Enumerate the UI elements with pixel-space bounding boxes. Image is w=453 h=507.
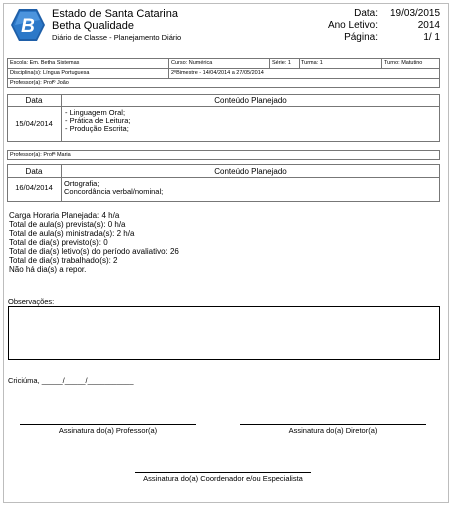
summary-line: Total de dia(s) trabalhado(s): 2	[9, 256, 118, 265]
shift-field: Turno: Matutino	[384, 60, 423, 66]
city-date-line: Criciúma, _____/_____/___________	[8, 376, 134, 385]
table2-content-line: Concordância verbal/nominal;	[64, 187, 164, 196]
observations-label: Observações:	[8, 297, 55, 306]
header-titles	[52, 8, 181, 44]
report-title: Diário de Classe - Planejamento Diário	[52, 33, 182, 42]
teacher2-block	[7, 150, 440, 160]
page-value: 1/ 1	[423, 32, 440, 43]
table1-date-header: Data	[25, 96, 43, 105]
summary-line: Carga Horaria Planejada: 4 h/a	[9, 211, 120, 220]
table1-content-line: - Produção Escrita;	[65, 124, 129, 133]
page-label: Página:	[344, 32, 378, 43]
coordinator-signature-line	[135, 472, 311, 473]
teacher2-field: Professor(a): Profª Maria	[10, 152, 71, 158]
table1-content-header: Conteúdo Planejado	[214, 96, 287, 105]
teacher-signature-label: Assinatura do(a) Professor(a)	[58, 426, 158, 435]
summary-line: Total de dia(s) letivo(s) do período avaliativo: 26	[9, 247, 179, 256]
grade-field: Série: 1	[272, 60, 291, 66]
table1-content-line: - Linguagem Oral;	[65, 108, 126, 117]
header-meta	[320, 8, 440, 44]
table2-content-header: Conteúdo Planejado	[214, 167, 287, 176]
table2-date-header: Data	[25, 167, 43, 176]
table2-row-date: 16/04/2014	[15, 183, 53, 192]
course-field: Curso: Numérica	[171, 60, 213, 66]
summary-line: Não há dia(s) a repor.	[9, 265, 87, 274]
class-field: Turma: 1	[301, 60, 323, 66]
observations-box	[8, 306, 440, 360]
year-value: 2014	[417, 20, 440, 31]
summary-line: Total de dia(s) previsto(s): 0	[9, 238, 108, 247]
svg-text:B: B	[21, 16, 35, 37]
year-label: Ano Letivo:	[327, 20, 378, 31]
state-name: Estado de Santa Catarina	[52, 8, 178, 20]
subject-field: Disciplina(s): Língua Portuguesa	[10, 70, 90, 76]
summary-line: Total de aula(s) prevista(s): 0 h/a	[9, 220, 126, 229]
table1-row-date: 15/04/2014	[15, 119, 53, 128]
school-field: Escola: Em. Betha Sistemas	[10, 60, 80, 66]
period-field: 2ºBimestre - 14/04/2014 a 27/05/2014	[171, 70, 264, 76]
director-signature-label: Assinatura do(a) Diretor(a)	[288, 426, 378, 435]
director-signature-line	[240, 424, 426, 425]
table1-content-line: - Prática de Leitura;	[65, 116, 131, 125]
company-name: Betha Qualidade	[52, 20, 134, 32]
teacher-signature-line	[20, 424, 196, 425]
summary-block	[9, 211, 179, 274]
table2-content-line: Ortografia;	[64, 179, 100, 188]
coordinator-signature-label: Assinatura do(a) Coordenador e/ou Especialista	[143, 474, 303, 483]
betha-logo-icon	[10, 8, 46, 42]
date-label: Data:	[354, 8, 378, 19]
date-value: 19/03/2015	[390, 8, 441, 19]
summary-line: Total de aula(s) ministrada(s): 2 h/a	[9, 229, 135, 238]
teacher-field: Professor(a): Profº João	[10, 80, 69, 86]
